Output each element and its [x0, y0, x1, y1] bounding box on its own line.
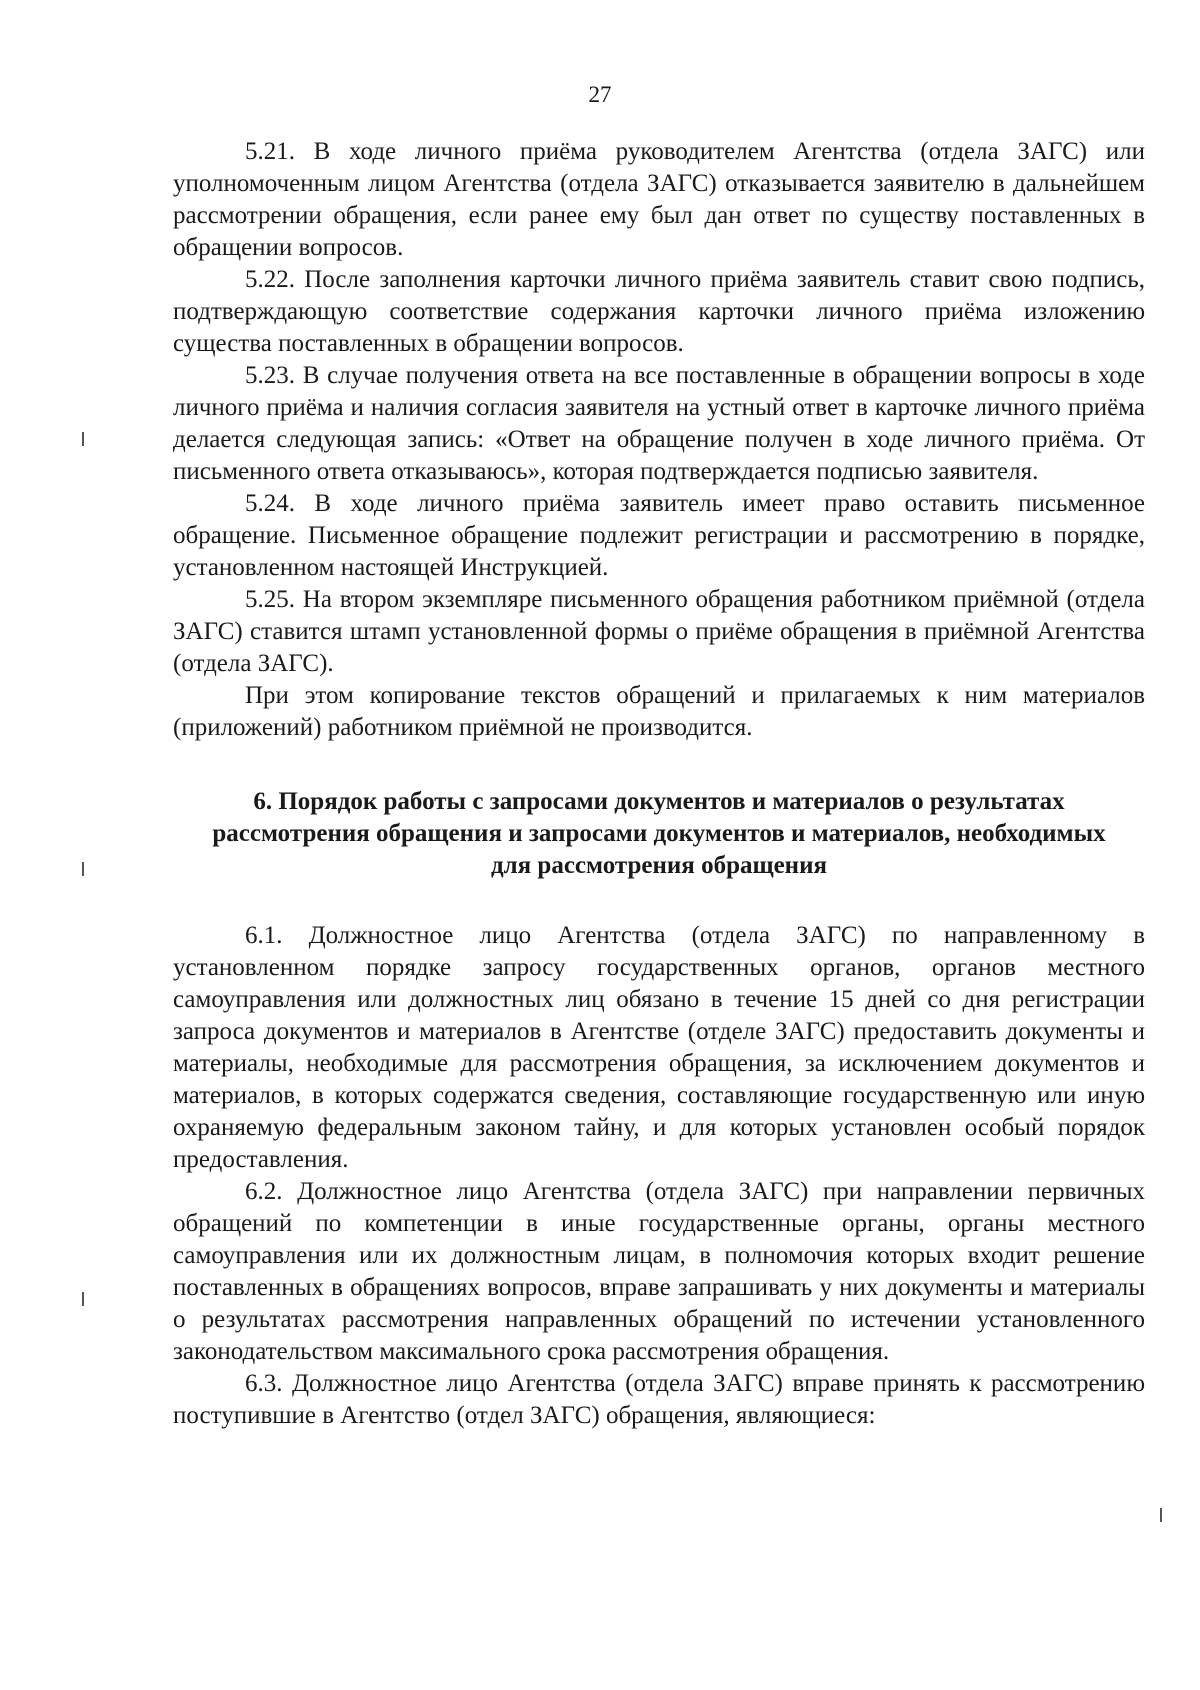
paragraph-5-24: 5.24. В ходе личного приёма заявитель имеет право оставить письменное обращение. Письменное обращение подлежит регистрации и рассмотрению в порядке, установленном настоящей Инструкцией.	[173, 490, 1145, 581]
paragraph-6-2: 6.2. Должностное лицо Агентства (отдела ЗАГС) при направлении первичных обращений по компетенции в иные государственные органы, органы местного самоуправления или их должностным лицам, в полномочия которых входит решение поставленных в обращениях вопросов, вправе запрашивать у них документы и материалы о результатах рассмотрения направленных обращений по истечении установленного законодательством максимального срока рассмотрения обращения.	[173, 1178, 1145, 1365]
paragraph-5-22: 5.22. После заполнения карточки личного приёма заявитель ставит свою подпись, подтверждающую соответствие содержания карточки личного приёма изложению существа поставленных в обращении вопросов.	[173, 266, 1145, 357]
paragraph-5-25-note: При этом копирование текстов обращений и прилагаемых к ним материалов (приложений) работником приёмной не производится.	[173, 682, 1145, 741]
scan-margin-mark	[82, 862, 84, 876]
paragraph-5-21: 5.21. В ходе личного приёма руководителем Агентства (отдела ЗАГС) или уполномоченным лицом Агентства (отдела ЗАГС) отказывается заявителю в дальнейшем рассмотрении обращения, если ранее ему был дан ответ по существу поставленных в обращении вопросов.	[173, 138, 1145, 261]
document-body	[173, 136, 1145, 1432]
paragraph-6-3: 6.3. Должностное лицо Агентства (отдела ЗАГС) вправе принять к рассмотрению поступившие в Агентство (отдел ЗАГС) обращения, являющиеся:	[173, 1370, 1145, 1429]
scan-margin-mark	[82, 432, 84, 446]
paragraph-6-1: 6.1. Должностное лицо Агентства (отдела ЗАГС) по направленному в установленном порядке запросу государственных органов, органов местного самоуправления или должностных лиц обязано в течение 15 дней со дня регистрации запроса документов и материалов в Агентстве (отделе ЗАГС) предоставить документы и материалы, необходимые для рассмотрения обращения, за исключением документов и материалов, в которых содержатся сведения, составляющие государственную или иную охраняемую федеральным законом тайну, и для которых установлен особый порядок предоставления.	[173, 922, 1145, 1173]
page-number: 27	[588, 82, 612, 107]
paragraph-5-25: 5.25. На втором экземпляре письменного обращения работником приёмной (отдела ЗАГС) ставится штамп установленной формы о приёме обращения в приёмной Агентства (отдела ЗАГС).	[173, 586, 1145, 677]
section-heading: 6. Порядок работы с запросами документов и материалов о результатах рассмотрения обращения и запросами документов и материалов, необходимых для рассмотрения обращения	[212, 788, 1106, 879]
scan-margin-mark	[1160, 1508, 1162, 1522]
scan-margin-mark	[82, 1292, 84, 1306]
paragraph-5-23: 5.23. В случае получения ответа на все поставленные в обращении вопросы в ходе личного приёма и наличия согласия заявителя на устный ответ в карточке личного приёма делается следующая запись: «Ответ на обращение получен в ходе личного приёма. От письменного ответа отказываюсь», которая подтверждается подписью заявителя.	[173, 362, 1145, 485]
